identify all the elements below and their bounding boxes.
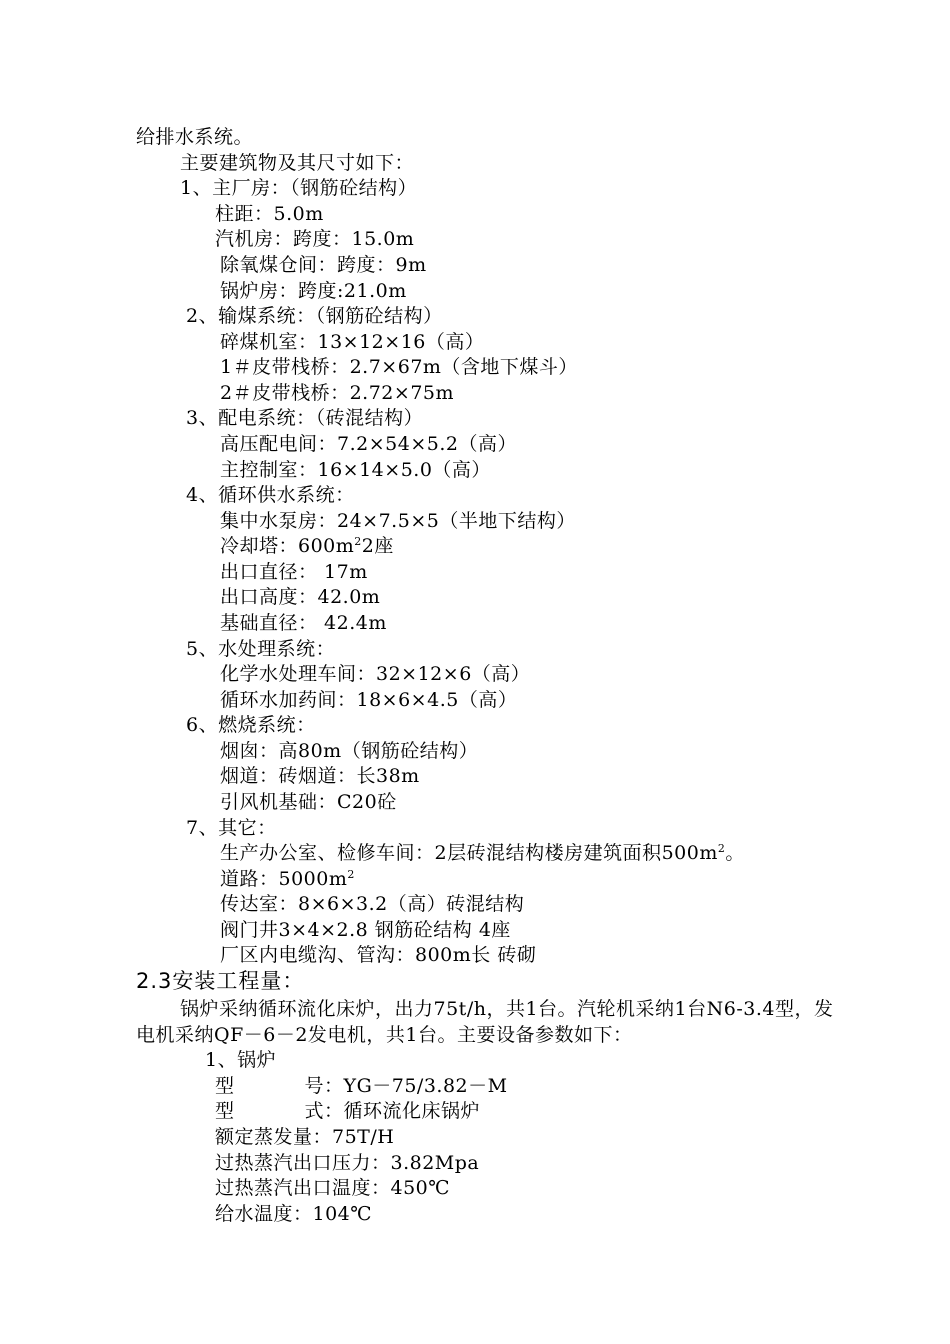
spec-type (215, 1099, 480, 1125)
text-line: 基础直径： 42.4m (220, 612, 387, 634)
text-line: 锅炉房：跨度:21.0m (220, 280, 407, 302)
superscript: 2 (347, 868, 355, 881)
text-line: 厂区内电缆沟、管沟：800m长 砖砌 (220, 944, 537, 966)
spec-outlet-temperature: 过热蒸汽出口温度：450℃ (215, 1177, 451, 1199)
spec-value: YG－75/3.82－M (343, 1075, 508, 1097)
text-line: 出口直径： 17m (220, 561, 368, 583)
spec-outlet-pressure: 过热蒸汽出口压力：3.82Mpa (215, 1152, 480, 1174)
text-segment: 。 (725, 842, 745, 864)
text-line: 高压配电间：7.2×54×5.2（高） (220, 433, 517, 455)
list-item-heading: 1、主厂房：（钢筋砼结构） (180, 177, 418, 199)
text-segment: 冷却塔：600m (220, 535, 355, 557)
list-item-heading: 5、水处理系统： (186, 638, 336, 660)
superscript: 2 (717, 842, 726, 855)
list-item-heading: 3、配电系统：（砖混结构） (186, 407, 424, 429)
list-item-heading: 2、输煤系统：（钢筋砼结构） (186, 305, 443, 327)
text-line: 出口高度：42.0m (220, 586, 381, 608)
text-line: 柱距：5.0m (215, 203, 324, 225)
list-item-heading: 1、锅炉 (205, 1049, 277, 1071)
list-item-heading: 4、循环供水系统： (186, 484, 355, 506)
text-segment: 道路：5000m (220, 868, 348, 890)
text-line (220, 867, 355, 893)
superscript: 2 (354, 535, 362, 548)
spec-label: 号： (304, 1075, 344, 1097)
spec-rated-evaporation: 额定蒸发量：75T/H (215, 1126, 395, 1148)
text-line: 引风机基础：C20砼 (220, 791, 397, 813)
text-segment: 生产办公室、检修车间：2层砖混结构楼房建筑面积500m (220, 842, 718, 864)
spec-feedwater-temperature: 给水温度：104℃ (215, 1203, 373, 1225)
text-line: 主控制室：16×14×5.0（高） (220, 459, 491, 481)
text-line: 集中水泵房：24×7.5×5（半地下结构） (220, 510, 576, 532)
section-paragraph: 锅炉采纳循环流化床炉，出力75t/h，共1台。汽轮机采纳1台N6-3.4型，发电机采纳QF－6－2发电机，共1台。主要设备参数如下： (136, 998, 834, 1046)
list-item-heading: 7、其它： (186, 817, 277, 839)
text-line: 循环水加药间：18×6×4.5（高） (220, 689, 518, 711)
list-item-heading: 6、燃烧系统： (186, 714, 316, 736)
text-line: 给排水系统。 (136, 126, 254, 148)
text-line: 除氧煤仓间：跨度：9m (220, 254, 427, 276)
text-line (220, 534, 394, 560)
text-line: 阀门井3×4×2.8 钢筋砼结构 4座 (220, 919, 511, 941)
section-heading: 2.3安装工程量： (136, 969, 305, 993)
text-line: 1＃皮带栈桥：2.7×67m（含地下煤斗） (220, 356, 578, 378)
text-line: 主要建筑物及其尺寸如下： (180, 152, 415, 174)
spec-label: 型 (215, 1100, 235, 1122)
spec-model (215, 1074, 508, 1100)
text-line: 2＃皮带栈桥：2.72×75m (220, 382, 455, 404)
text-line: 汽机房：跨度：15.0m (215, 228, 415, 250)
text-line: 传达室：8×6×3.2（高）砖混结构 (220, 893, 525, 915)
text-line: 烟囱：高80m（钢筋砼结构） (220, 740, 479, 762)
text-line: 化学水处理车间：32×12×6（高） (220, 663, 531, 685)
text-line: 烟道：砖烟道：长38m (220, 765, 420, 787)
text-line: 碎煤机室：13×12×16（高） (220, 331, 485, 353)
text-segment: 2座 (361, 535, 394, 557)
text-line (220, 841, 745, 867)
spec-value: 循环流化床锅炉 (343, 1100, 481, 1122)
spec-label: 型 (215, 1075, 235, 1097)
spec-label: 式： (304, 1100, 344, 1122)
